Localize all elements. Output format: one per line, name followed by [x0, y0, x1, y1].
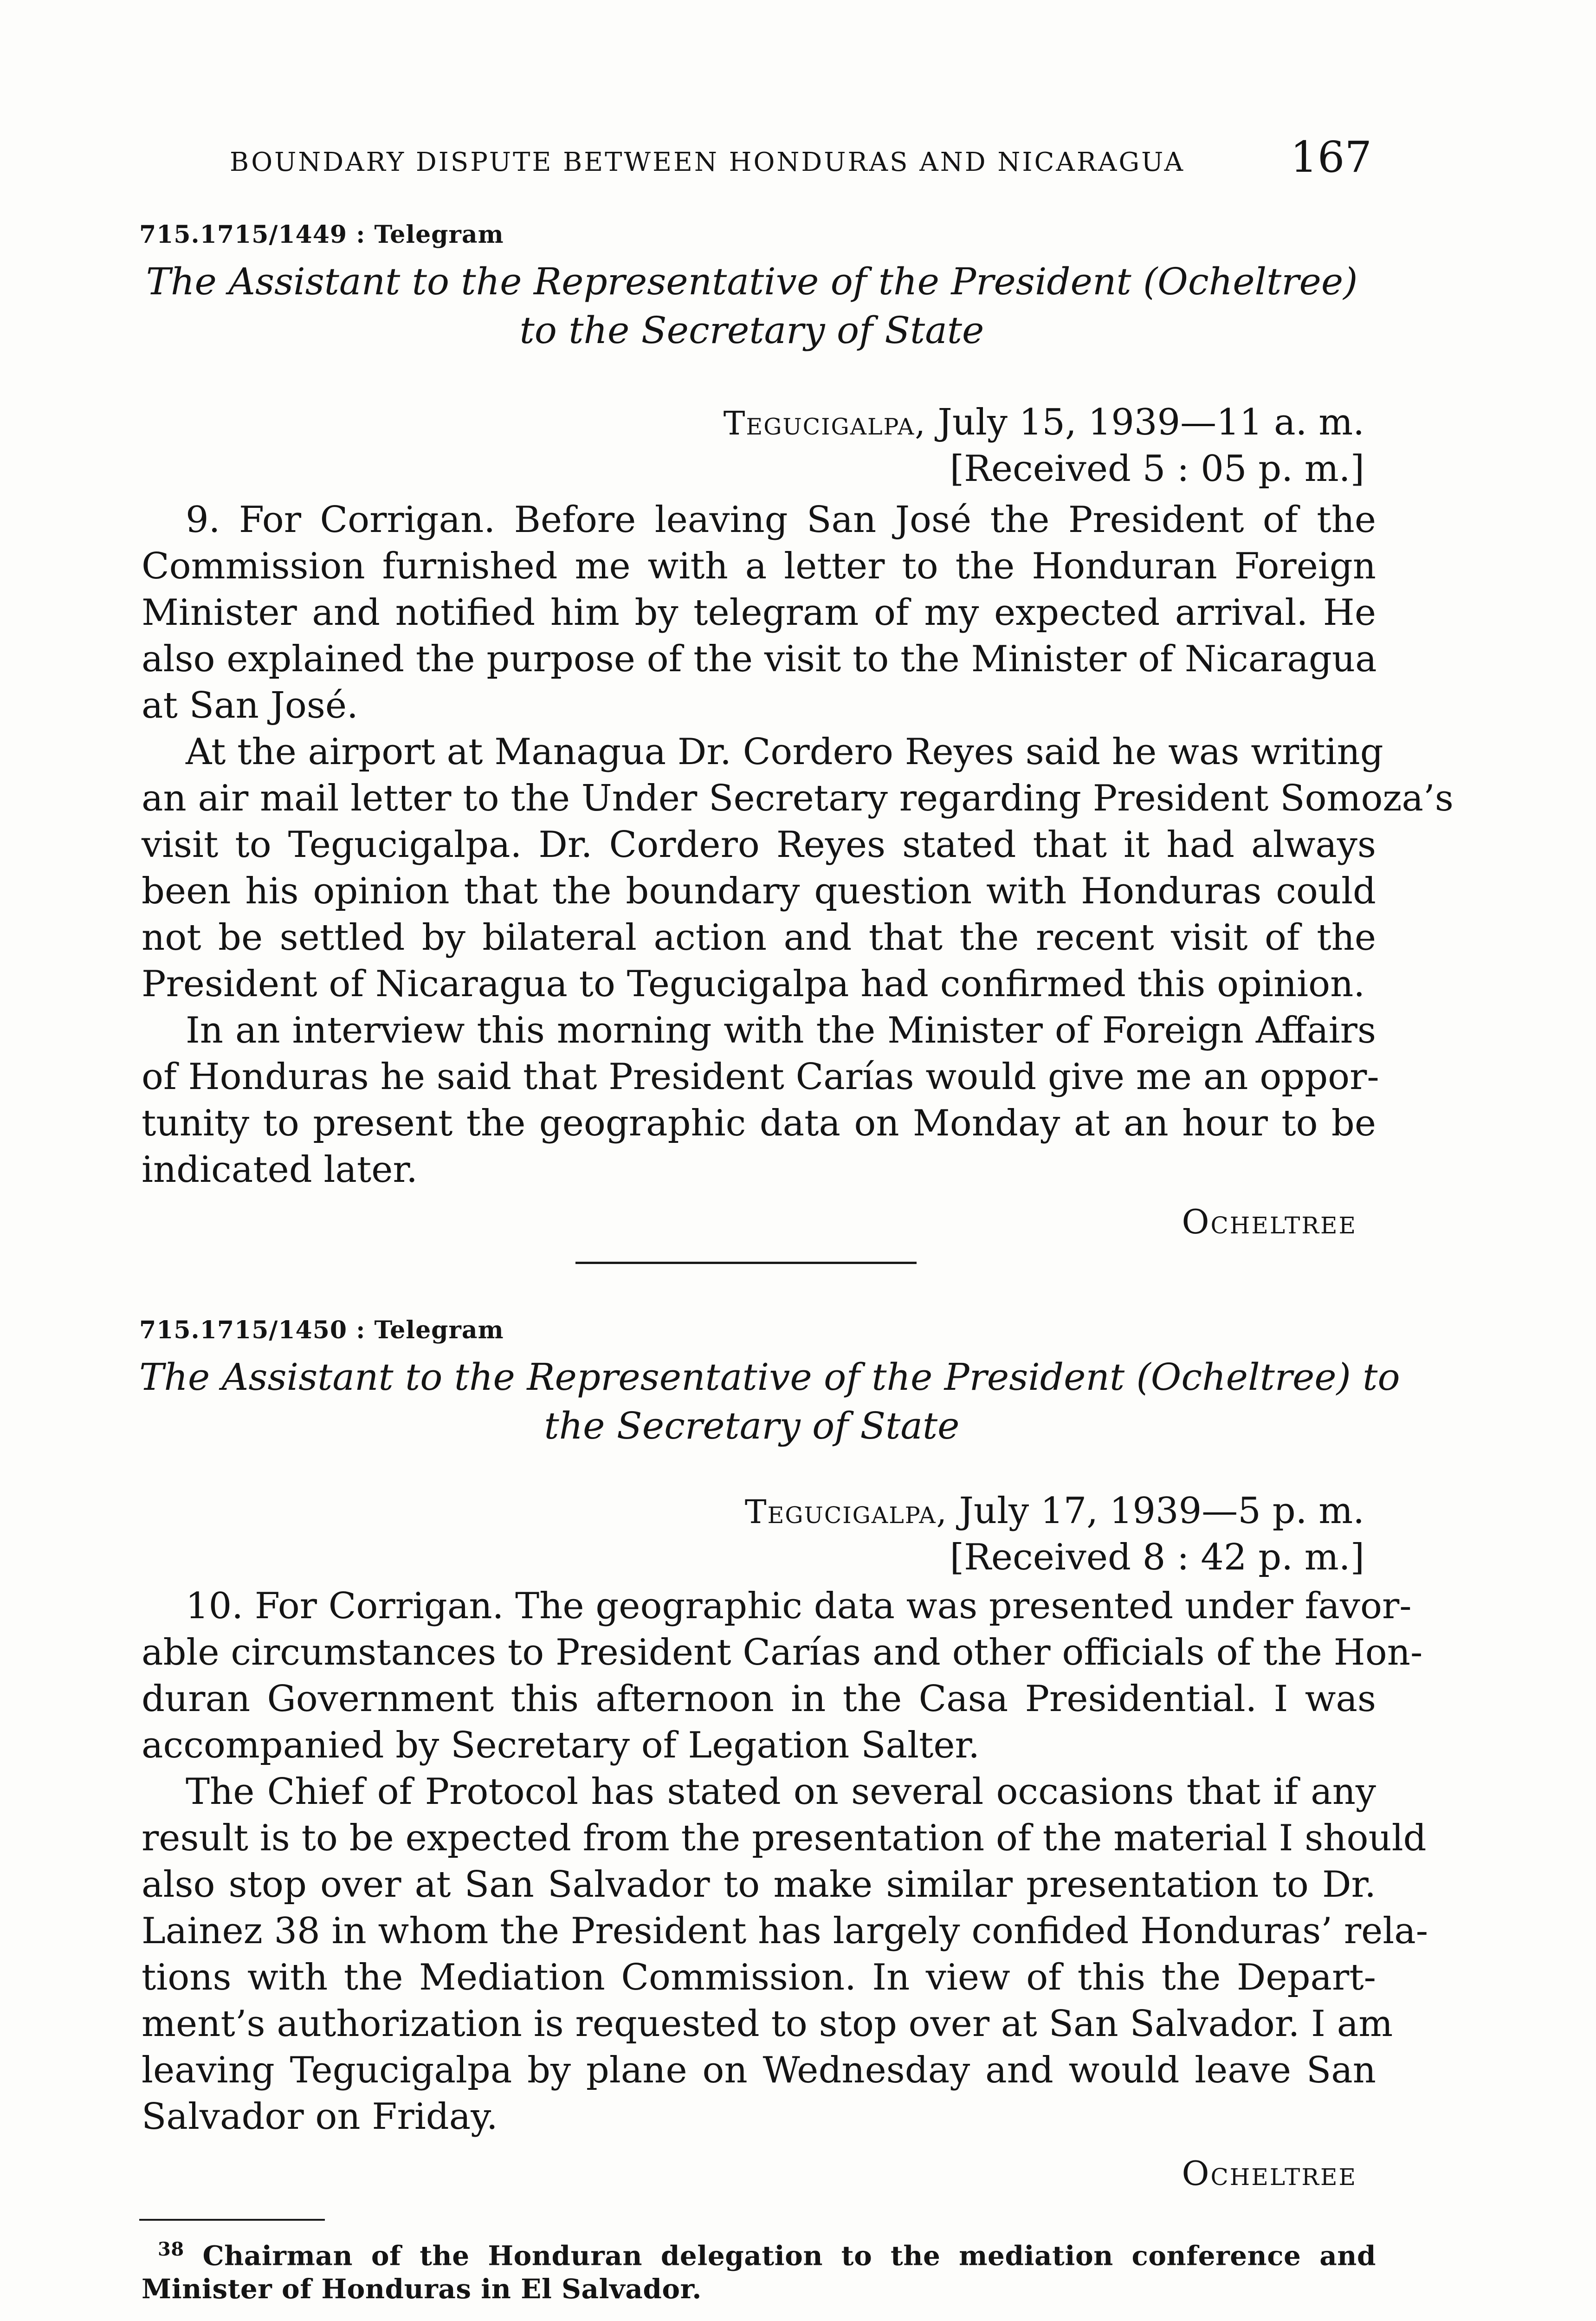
footnote-rule	[139, 2219, 325, 2221]
paragraph-line: been his opinion that the boundary question with Honduras could	[142, 870, 1376, 912]
paragraph-line: tunity to present the geographic data on Monday at an hour to be	[142, 1102, 1376, 1144]
section-divider	[575, 1262, 917, 1264]
paragraph-line: Minister and notified him by telegram of my expected arrival. He	[142, 592, 1376, 634]
paragraph-line: at San José.	[142, 685, 358, 726]
paragraph-line: Lainez 38 in whom the President has largely confided Honduras’ rela-	[142, 1910, 1428, 1952]
telegram-1-dateline-date: July 15, 1939—11 a. m.	[937, 402, 1364, 443]
telegram-1-paragraph	[142, 729, 1454, 1007]
footnote-text: Chairman of the Honduran delegation to the mediation conference and	[202, 2240, 1376, 2272]
telegram-1-heading-line-1: The Assistant to the Representative of the President (Ocheltree)	[146, 260, 1358, 303]
running-head-title: BOUNDARY DISPUTE BETWEEN HONDURAS AND NICARAGUA	[230, 147, 1185, 177]
paragraph-line: indicated later.	[142, 1149, 418, 1191]
telegram-1-paragraph	[142, 1007, 1379, 1193]
paragraph-line: result is to be expected from the presentation of the material I should	[142, 1817, 1427, 1859]
telegram-1-signature: Ocheltree	[1182, 1202, 1357, 1241]
paragraph-line: In an interview this morning with the Minister of Foreign Affairs	[186, 1010, 1376, 1051]
paragraph-line: also stop over at San Salvador to make similar presentation to Dr.	[142, 1864, 1376, 1906]
paragraph-line: accompanied by Secretary of Legation Salter.	[142, 1725, 980, 1766]
telegram-1-heading-line-2: to the Secretary of State	[519, 309, 984, 352]
paragraph-line: Salvador on Friday.	[142, 2096, 498, 2138]
paragraph-line: The Chief of Protocol has stated on several occasions that if any	[186, 1771, 1376, 1813]
paragraph-line: President of Nicaragua to Tegucigalpa had confirmed this opinion.	[142, 963, 1365, 1005]
telegram-1-doc-id: 715.1715/1449 : Telegram	[139, 220, 504, 249]
telegram-2-received: [Received 8 : 42 p. m.]	[950, 1537, 1364, 1578]
telegram-2-dateline-place: Tegucigalpa,	[744, 1493, 948, 1531]
paragraph-line: At the airport at Managua Dr. Cordero Reyes said he was writing	[186, 731, 1383, 773]
footnote-marker: 38	[158, 2238, 184, 2260]
page-number: 167	[1290, 132, 1372, 182]
telegram-1-paragraph	[142, 497, 1376, 729]
footnote-line: Minister of Honduras in El Salvador.	[142, 2273, 702, 2305]
telegram-1-received: [Received 5 : 05 p. m.]	[950, 448, 1364, 490]
paragraph-line: able circumstances to President Carías and other officials of the Hon-	[142, 1632, 1423, 1673]
running-head	[230, 132, 1372, 197]
telegram-2-heading-line-2: the Secretary of State	[544, 1404, 960, 1447]
telegram-2-doc-id: 715.1715/1450 : Telegram	[139, 1316, 504, 1344]
paragraph-line: also explained the purpose of the visit to the Minister of Nicaragua	[142, 638, 1377, 680]
footnote	[142, 2233, 1376, 2306]
paragraph-line: leaving Tegucigalpa by plane on Wednesday and would leave San	[142, 2049, 1376, 2091]
paragraph-line: of Honduras he said that President Carías would give me an oppor-	[142, 1056, 1379, 1098]
paragraph-line: duran Government this afternoon in the Casa Presidential. I was	[142, 1678, 1376, 1720]
telegram-2-paragraph	[142, 1769, 1428, 2140]
paragraph-line: an air mail letter to the Under Secretary regarding President Somoza’s	[142, 778, 1454, 819]
telegram-2-paragraph	[142, 1583, 1423, 1769]
paragraph-line: 10. For Corrigan. The geographic data was presented under favor-	[186, 1585, 1412, 1627]
telegram-2-heading-line-1: The Assistant to the Representative of the President (Ocheltree) to	[139, 1355, 1400, 1399]
paragraph-line: tions with the Mediation Commission. In view of this the Depart-	[142, 1957, 1376, 1998]
telegram-2-dateline	[139, 1490, 1364, 1532]
paragraph-line: 9. For Corrigan. Before leaving San José the President of the	[186, 499, 1376, 541]
telegram-1-dateline-place: Tegucigalpa,	[723, 404, 926, 442]
paragraph-line: not be settled by bilateral action and that the recent visit of the	[142, 917, 1376, 959]
telegram-2-signature: Ocheltree	[1182, 2154, 1357, 2193]
telegram-1-dateline	[139, 402, 1364, 443]
paragraph-line: ment’s authorization is requested to stop over at San Salvador. I am	[142, 2003, 1393, 2045]
telegram-2-dateline-date: July 17, 1939—5 p. m.	[959, 1490, 1364, 1532]
paragraph-line: Commission furnished me with a letter to the Honduran Foreign	[142, 545, 1376, 587]
footnote-line	[142, 2233, 1376, 2272]
paragraph-line: visit to Tegucigalpa. Dr. Cordero Reyes stated that it had always	[142, 824, 1376, 866]
